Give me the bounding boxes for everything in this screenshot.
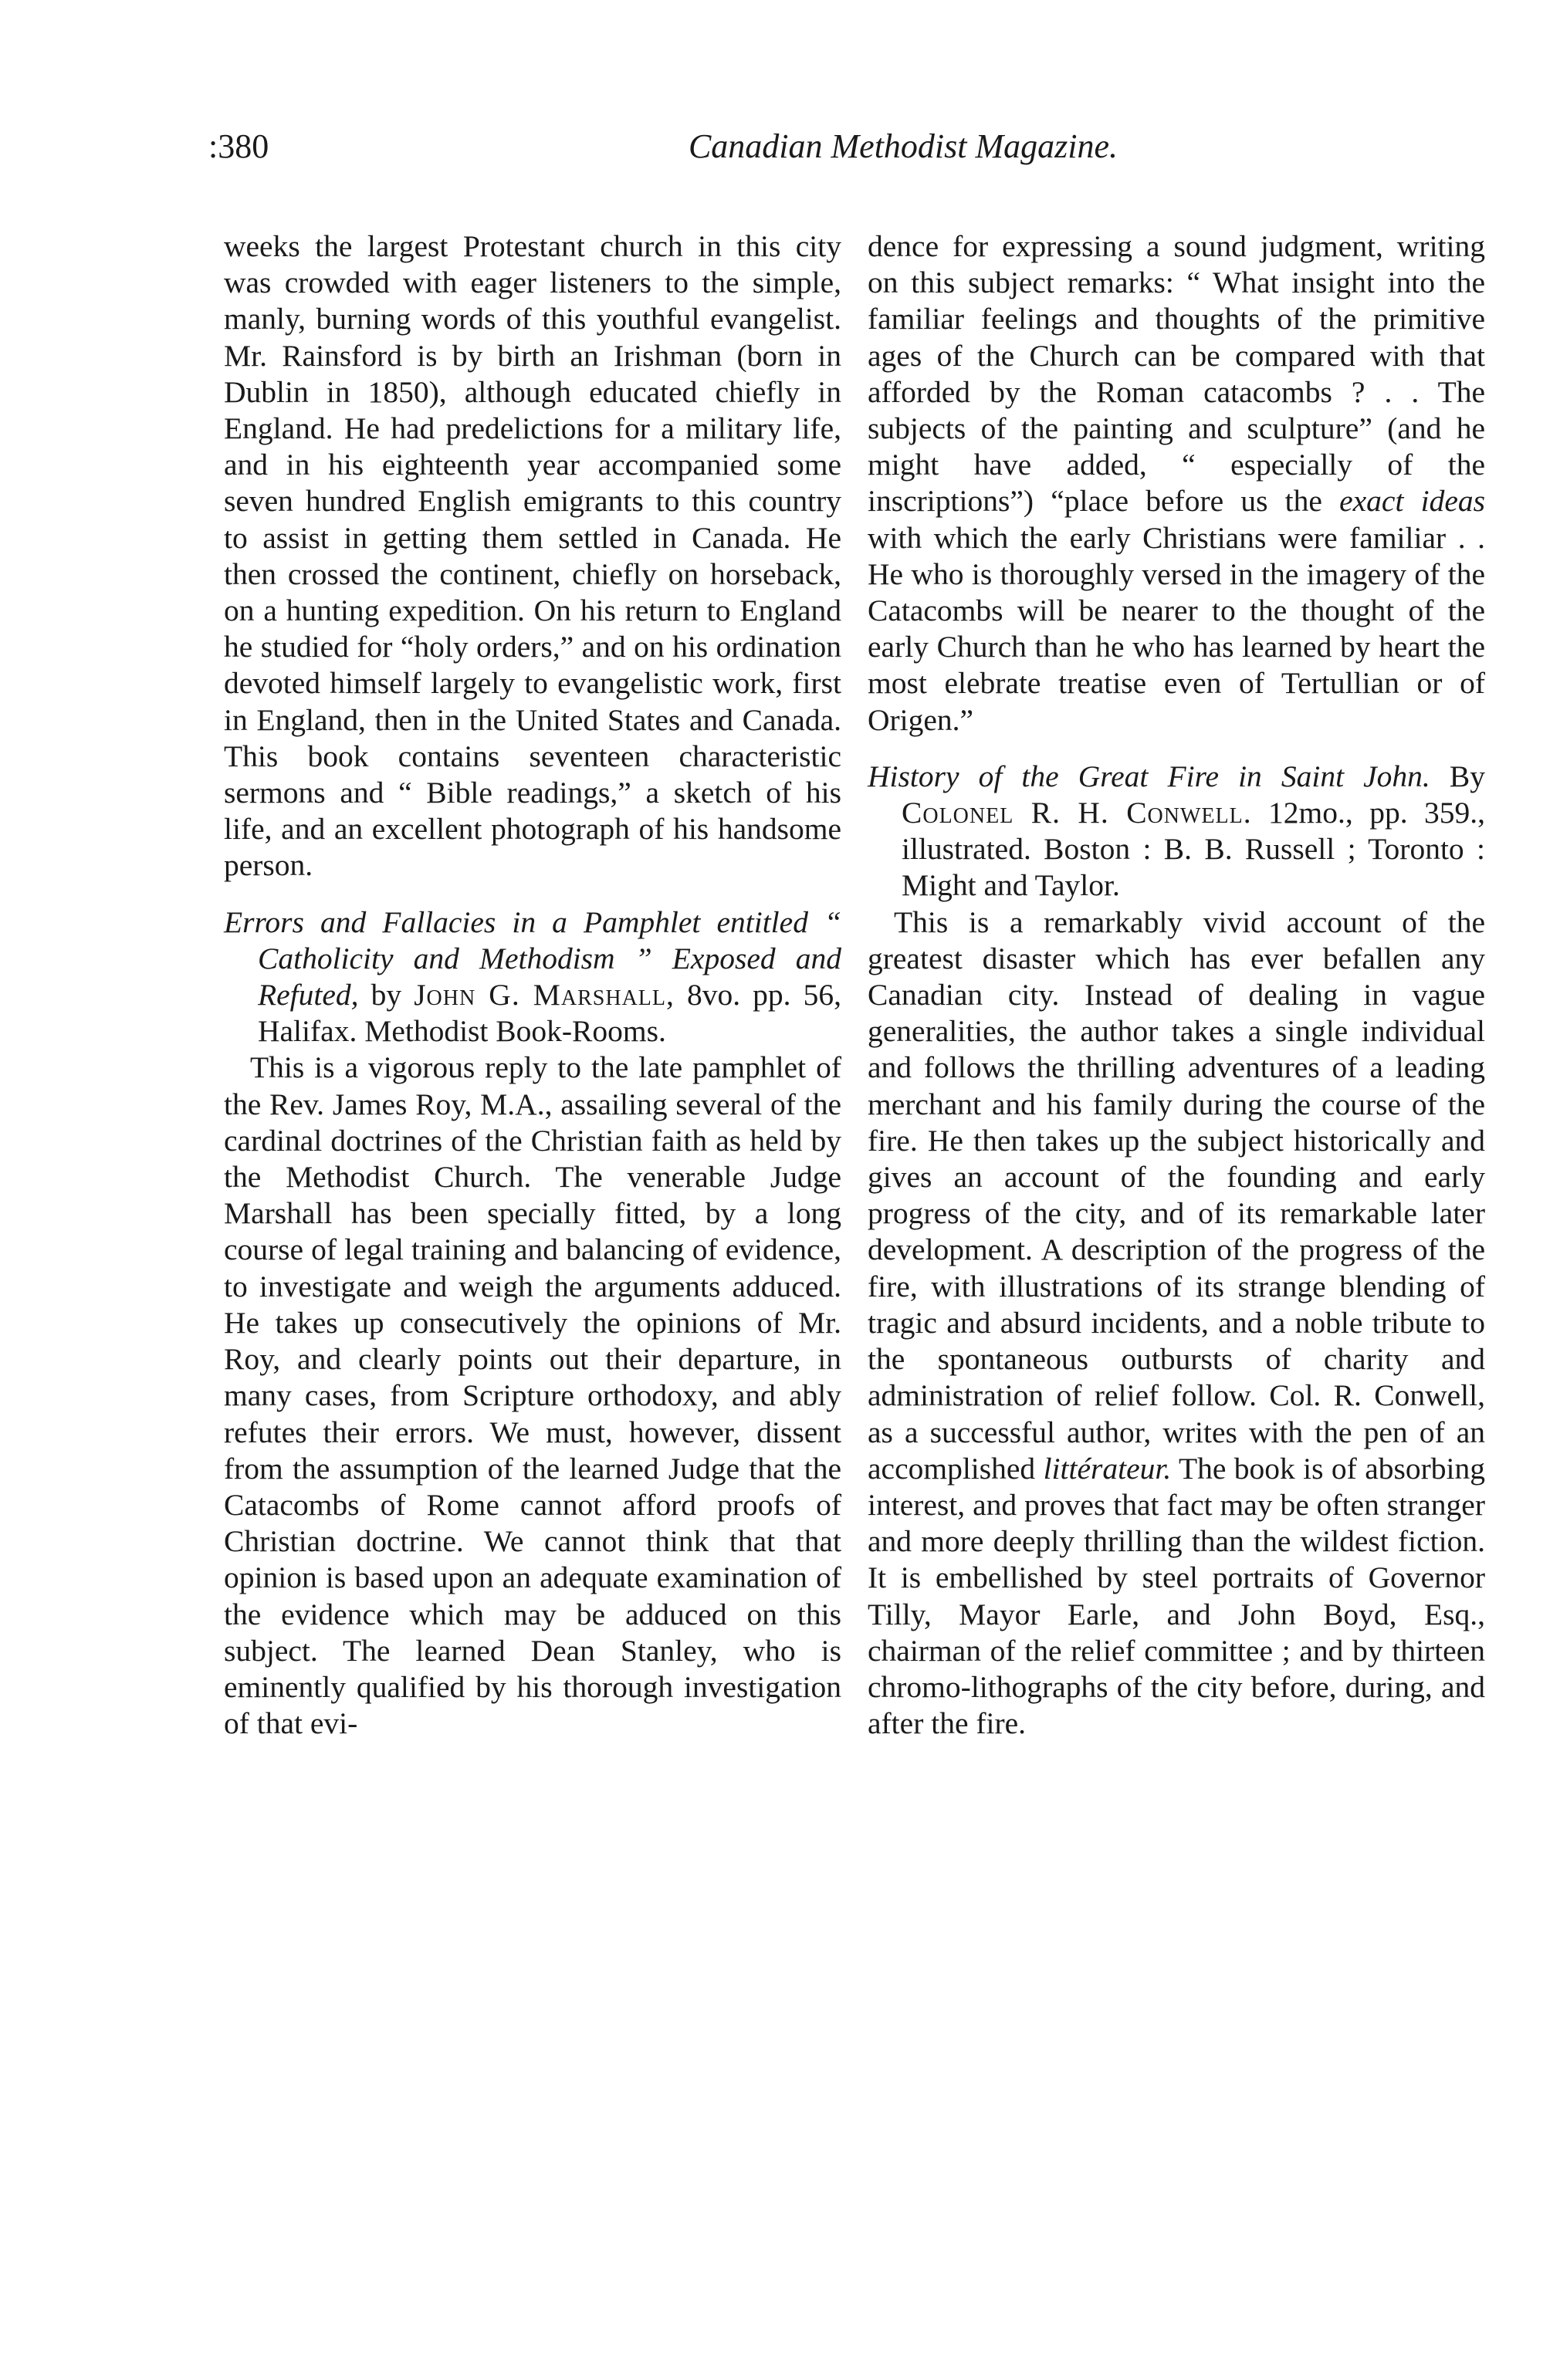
book-title: Errors and Fallacies in a Pamphlet entitled “ Catholicity and Methodism ” Exposed and Refuted,: [224, 904, 841, 1013]
book-author: Colonel R. H. Conwell.: [902, 796, 1252, 830]
emphasis-text: littérateur.: [1043, 1451, 1172, 1486]
review-heading-great-fire: [868, 759, 1485, 904]
continuation-text: dence for expressing a sound judgment, writing on this subject remarks: “ What insight into the familiar feelings and thoughts of the primitive ages of the Church can be compared with that afforded by the Roman catacombs ? . . The subjects of the painting and sculpture” (and he might have added, “ especially of the inscriptions”) “place before us the: [868, 229, 1485, 519]
review-heading-errors-and-fallacies: [224, 904, 841, 1050]
left-column: [224, 228, 841, 1742]
review-body-errors-and-fallacies: This is a vigorous reply to the late pamphlet of the Rev. James Roy, M.A., assailing several of the cardinal doctrines of the Christian faith as held by the Methodist Church. The venerable Judge Marshall has been specially fitted, by a long course of legal training and balancing of evidence, to investigate and weigh the arguments adduced. He takes up consecutively the opinions of Mr. Roy, and clearly points out their departure, in many cases, from Scripture orthodoxy, and ably refutes their errors. We must, however, dissent from the assumption of the learned Judge that the Catacombs of Rome cannot afford proofs of Christian doctrine. We cannot think that that opinion is based upon an adequate examination of the evidence which may be adduced on this subject. The learned Dean Stanley, who is eminently qualified by his thorough investigation of that evi-: [224, 1050, 841, 1741]
by-text: By: [1430, 759, 1485, 793]
errors-review-continuation: [868, 228, 1485, 739]
publication-details: 12mo., pp. 359., illustrated. Boston : B. B. Russell ; Toronto : Might and Taylor.: [902, 796, 1485, 903]
page-header: [208, 123, 1474, 185]
by-text: by: [358, 978, 415, 1013]
emphasis-text: exact ideas: [1339, 484, 1485, 519]
publication-details: 8vo. pp. 56, Halifax. Methodist Book-Rooms.: [258, 978, 841, 1049]
rainsford-review-continuation: weeks the largest Protestant church in this city was crowded with eager listeners to the simple, manly, burning words of this youthful evangelist. Mr. Rainsford is by birth an Irishman (born in Dublin in 1850), although educated chiefly in England. He had predelictions for a military life, and in his eighteenth year accompanied some seven hundred English emigrants to this country to assist in getting them settled in Canada. He then crossed the continent, chiefly on horseback, on a hunting expedition. On his return to England he studied for “holy orders,” and on his ordination devoted himself largely to evangelistic work, first in England, then in the United States and Canada. This book contains seventeen characteristic sermons and “ Bible readings,” a sketch of his life, and an excellent photograph of his handsome person.: [224, 229, 841, 883]
book-title: History of the Great Fire in Saint John.: [868, 759, 1430, 793]
running-title: Canadian Methodist Magazine.: [688, 127, 1118, 165]
page-number: :380: [208, 127, 269, 165]
continuation-text-end: with which the early Christians were familiar . . He who is thoroughly versed in the imagery of the Catacombs will be nearer to the thought of the early Church than he who has learned by heart the most elebrate treatise even of Tertullian or of Origen.”: [868, 520, 1485, 737]
review-body-great-fire: [868, 904, 1485, 1743]
right-column: [868, 228, 1485, 1742]
review-body-text: This is a remarkably vivid account of the greatest disaster which has ever befallen any Canadian city. Instead of dealing in vague generalities, the author takes a single individual and follows the thrilling adventures of a leading merchant and his family during the course of the fire. He then takes up the subject historically and gives an account of the founding and early progress of the city, and of its remarkable later development. A description of the progress of the fire, with illustrations of its strange blending of tragic and absurd incidents, and a noble tribute to the spontaneous outbursts of charity and administration of relief follow. Col. R. Conwell, as a successful author, writes with the pen of an accomplished: [868, 904, 1485, 1486]
review-body-text-end: The book is of absorbing interest, and proves that fact may be often stranger and more deeply thrilling than the wildest fiction. It is embellished by steel portraits of Governor Tilly, Mayor Earle, and John Boyd, Esq., chairman of the relief committee ; and by thirteen chromo-lithographs of the city before, during, and after the fire.: [868, 1451, 1485, 1741]
book-author: John G. Marshall,: [414, 978, 675, 1013]
